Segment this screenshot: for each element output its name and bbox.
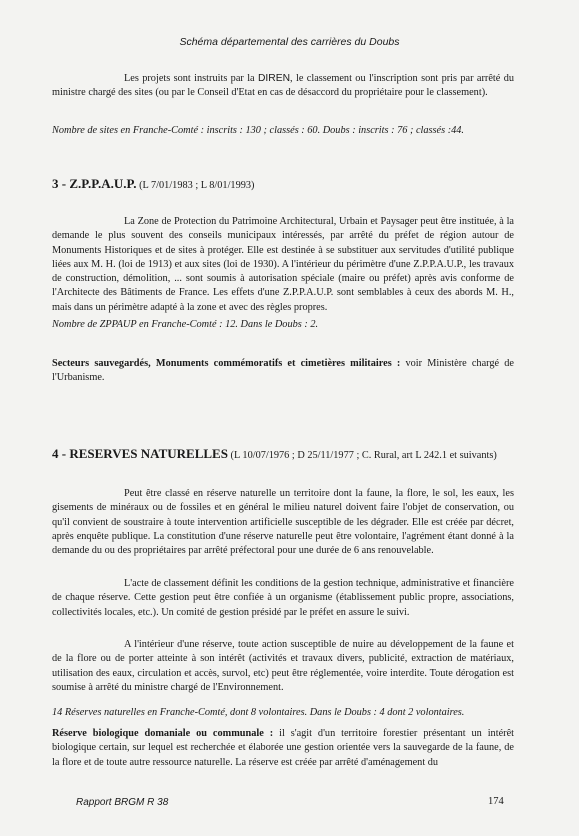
- report-reference: Rapport BRGM R 38: [76, 797, 169, 808]
- rbd-text: il s'agit d'un territoire forestier présentant un intérêt biologique certain, sur lequel est recherchée et élaborée une gestion orientée vers la sauvegarde de la faune, de la flore et de toute autre ressource naturelle. La réserve est créée par arrêté d'aménagement du: [52, 728, 514, 768]
- section-3-subtitle: (L 7/01/1983 ; L 8/01/1993): [136, 180, 255, 191]
- page-number: 174: [488, 796, 504, 807]
- section-4-title: 4 - RESERVES NATURELLES: [52, 446, 228, 461]
- reserves-stats: 14 Réserves naturelles en Franche-Comté, dont 8 volontaires. Dans le Doubs : 4 dont 2 volontaires.: [52, 707, 465, 718]
- rbd-label: Réserve biologique domaniale ou communale :: [52, 728, 274, 739]
- section-4-subtitle: (L 10/07/1976 ; D 25/11/1977 ; C. Rural, art L 242.1 et suivants): [227, 450, 497, 461]
- intro-text-2: , le classement ou l'inscription sont pris par arrêté du ministre chargé des sites (ou par le Conseil d'Etat en cas de désaccord du propriétaire pour le classement).: [52, 73, 514, 99]
- diren-label: DIREN: [257, 73, 291, 84]
- sectors-paragraph: [52, 357, 514, 386]
- sites-stats: Nombre de sites en Franche-Comté : inscrits : 130 ; classés : 60. Doubs : inscrits : 76 ; classés :44.: [52, 125, 465, 136]
- rbd-paragraph: [52, 727, 514, 770]
- section-3-title: 3 - Z.P.P.A.U.P.: [52, 176, 137, 191]
- section-4-heading: [52, 446, 514, 464]
- section-3-heading: [52, 176, 522, 194]
- reserves-paragraph-2: L'acte de classement définit les conditions de la gestion technique, administrative et financière de chaque réserve. Cette gestion peut être confiée à un organisme (établissement public propre, associations, collectivités locales, etc.). Un comité de gestion présidé par le préfet en assure le suivi.: [52, 578, 514, 618]
- intro-text-1: Les projets sont instruits par la: [124, 73, 258, 84]
- zppaup-paragraph: La Zone de Protection du Patrimoine Architectural, Urbain et Paysager peut être instituée, à la demande le plus souvent des conseils municipaux intéressés, par arrêté du préfet de région autour de Monuments Historiques et de sites à protéger. Elle est destinée à se substituer aux servitudes d'utilité publique liées aux M. H. (loi de 1913) et aux sites (loi de 1930). A l'intérieur du périmètre d'une Z.P.P.A.U.P., les travaux de construction, démolition, ... sont soumis à autorisation spéciale (maire ou préfet) après avis conforme de l'Architecte des Bâtiments de France. Les effets d'une Z.P.P.A.U.P. sont semblables à ceux des abords M. H., mais dans un périmètre adapté à la zone et avec des règles propres.: [52, 216, 514, 313]
- running-header: Schéma départemental des carrières du Doubs: [179, 36, 400, 48]
- zppaup-stats: Nombre de ZPPAUP en Franche-Comté : 12. Dans le Doubs : 2.: [52, 319, 319, 330]
- intro-paragraph: [52, 72, 514, 101]
- reserves-paragraph-1: Peut être classé en réserve naturelle un territoire dont la faune, la flore, le sol, les eaux, les gisements de minéraux ou de fossiles et en général le milieu naturel doivent faire l'objet de conservation, ou qu'il convient de soustraire à toute intervention artificielle susceptible de les dégrader. Elle est créée par décret, après enquête publique. La constitution d'une réserve naturelle peut être volontaire, l'agrément étant donné à la demande du ou des propriétaires par arrêté préfectoral pour une durée de 6 ans renouvelable.: [52, 488, 514, 557]
- sectors-label: Secteurs sauvegardés, Monuments commémoratifs et cimetières militaires :: [52, 358, 401, 369]
- reserves-paragraph-3: A l'intérieur d'une réserve, toute action susceptible de nuire au développement de la faune et de la flore ou de porter atteinte à son intérêt (activités et travaux divers, publicité, extraction de matériaux, utilisation des eaux, circulation et accès, survol, etc) peut être réglementée, voire interdite. Toute dérogation est soumise à arrêté du ministre chargé de l'Environnement.: [52, 639, 514, 693]
- sectors-text: voir Ministère chargé de l'Urbanisme.: [52, 358, 514, 384]
